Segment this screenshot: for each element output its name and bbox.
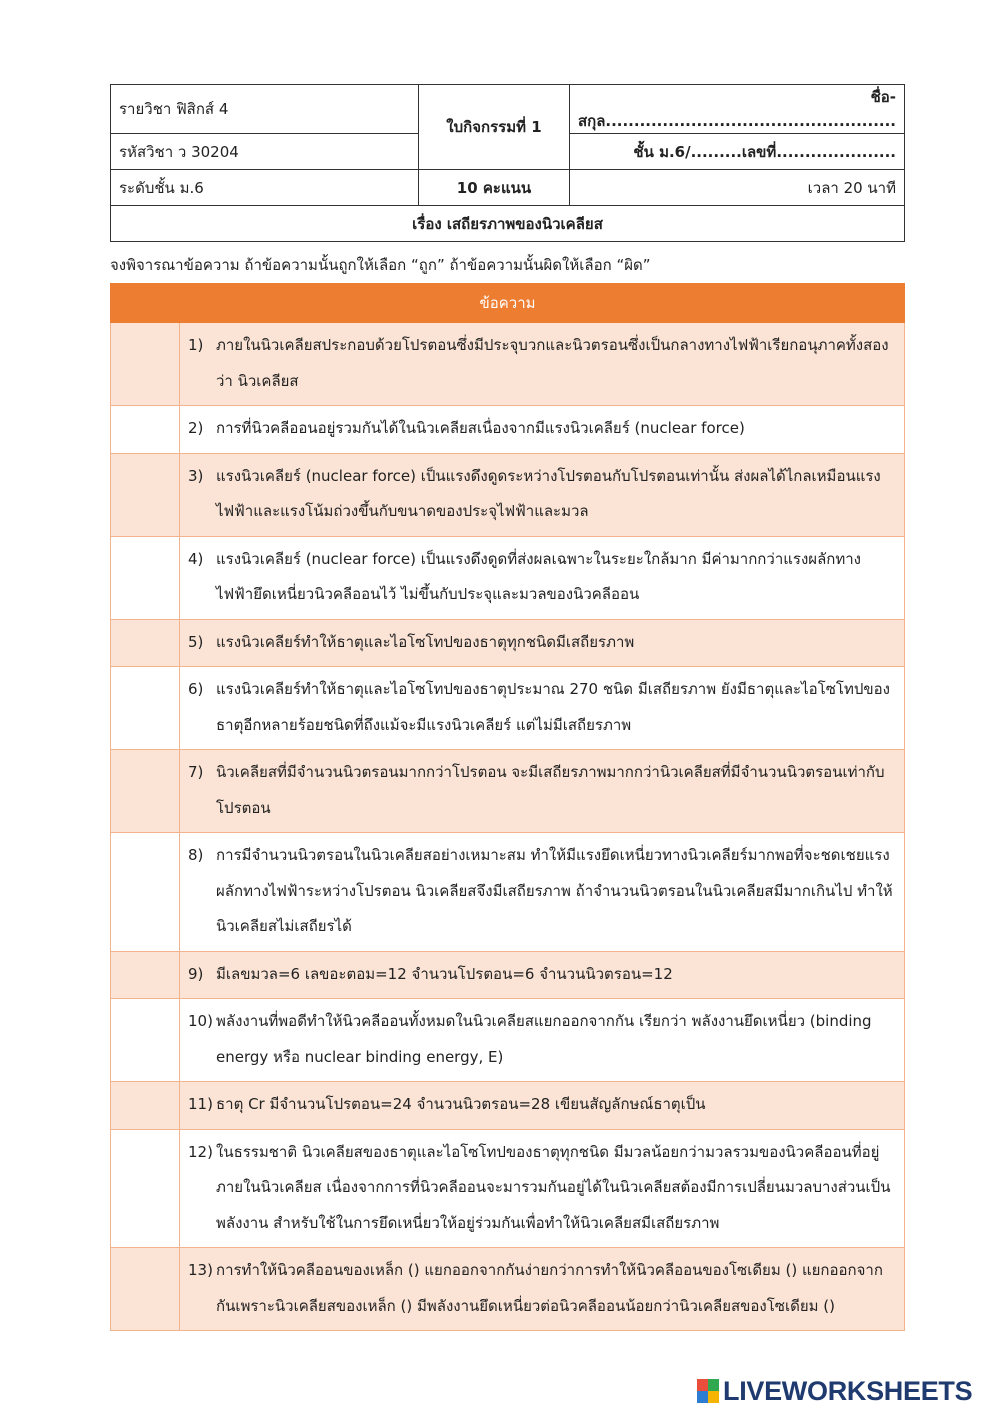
answer-cell[interactable] bbox=[111, 667, 180, 750]
statement-number: 9) bbox=[188, 964, 204, 983]
statement-number: 12) bbox=[188, 1142, 213, 1161]
topic-title: เรื่อง เสถียรภาพของนิวเคลียส bbox=[111, 206, 905, 242]
liveworksheets-icon bbox=[697, 1379, 719, 1403]
answer-cell[interactable] bbox=[111, 999, 180, 1082]
answer-cell[interactable] bbox=[111, 951, 180, 999]
statement-text: การทำให้นิวคลีออนของเหล็ก () แยกออกจากกันง่ายกว่าการทำให้นิวคลีออนของโซเดียม () แยกออกจากกันเพราะนิวเคลียสของเหล็ก () มีพลังงานยึดเหนี่ยวต่อนิวคลีออนน้อยกว่านิวเคลียสของโซเดียม () bbox=[216, 1261, 883, 1315]
statement-text: นิวเคลียสที่มีจำนวนนิวตรอนมากกว่าโปรตอน จะมีเสถียรภาพมากกว่านิวเคลียสที่มีจำนวนนิวตรอนเท่ากับโปรตอน bbox=[216, 763, 885, 817]
statement-row bbox=[111, 1082, 905, 1130]
answer-cell[interactable] bbox=[111, 536, 180, 619]
statement-row bbox=[111, 406, 905, 454]
statement-number: 1) bbox=[188, 336, 204, 354]
statement-row bbox=[111, 1129, 905, 1248]
time-cell: เวลา 20 นาที bbox=[569, 170, 904, 206]
statements-table bbox=[110, 283, 905, 1331]
answer-cell[interactable] bbox=[111, 1082, 180, 1130]
statement-text: การมีจำนวนนิวตรอนในนิวเคลียสอย่างเหมาะสม ทำให้มีแรงยึดเหนี่ยวทางนิวเคลียร์มากพอที่จะชดเชยแรงผลักทางไฟฟ้าระหว่างโปรตอน นิวเคลียสจึงมีเสถียรภาพ ถ้าจำนวนนิวตรอนในนิวเคลียสมีมากเกินไป ทำให้นิวเคลียสไม่เสถียรได้ bbox=[216, 846, 893, 935]
course-code-cell: รหัสวิชา ว 30204 bbox=[111, 134, 419, 170]
statement-text: แรงนิวเคลียร์ทำให้ธาตุและไอโซโทปของธาตุทุกชนิดมีเสถียรภาพ bbox=[216, 632, 635, 651]
header-table bbox=[110, 84, 905, 242]
answer-cell[interactable] bbox=[111, 1129, 180, 1248]
statement-text: ธาตุ Cr มีจำนวนโปรตอน=24 จำนวนนิวตรอน=28 เขียนสัญลักษณ์ธาตุเป็น bbox=[216, 1095, 706, 1113]
statement-text: ในธรรมชาติ นิวเคลียสของธาตุและไอโซโทปของธาตุทุกชนิด มีมวลน้อยกว่ามวลรวมของนิวคลีออนที่อยู่ภายในนิวเคลียส เนื่องจากการที่นิวคลีออนจะมารวมกันอยู่ได้ในนิวเคลียสต้องมีการเปลี่ยนมวลบางส่วนเป็นพลังงาน สำหรับใช้ในการยึดเหนี่ยวให้อยู่ร่วมกันเพื่อทำให้นิวเคลียสมีเสถียรภาพ bbox=[216, 1142, 891, 1232]
statement-number: 2) bbox=[188, 419, 204, 437]
logo-text: LIVEWORKSHEETS bbox=[723, 1375, 973, 1406]
statement-row bbox=[111, 951, 905, 999]
statement-row bbox=[111, 536, 905, 619]
answer-cell[interactable] bbox=[111, 619, 180, 667]
statement-number: 8) bbox=[188, 846, 204, 864]
name-field: ชื่อ-สกุล................................................... bbox=[569, 85, 904, 134]
statements-header: ข้อความ bbox=[111, 284, 905, 323]
answer-cell[interactable] bbox=[111, 833, 180, 952]
statement-number: 10) bbox=[188, 1012, 213, 1030]
activity-cell: ใบกิจกรรมที่ 1 bbox=[419, 85, 570, 170]
answer-cell[interactable] bbox=[111, 453, 180, 536]
subject-cell: รายวิชา ฟิสิกส์ 4 bbox=[111, 85, 419, 134]
answer-cell[interactable] bbox=[111, 323, 180, 406]
answer-cell[interactable] bbox=[111, 750, 180, 833]
statement-row bbox=[111, 1248, 905, 1331]
statement-text: แรงนิวเคลียร์ (nuclear force) เป็นแรงดึงดูดที่ส่งผลเฉพาะในระยะใกล้มาก มีค่ามากกว่าแรงผลักทางไฟฟ้ายึดเหนี่ยวนิวคลีออนไว้ ไม่ขึ้นกับประจุและมวลของนิวคลีออน bbox=[216, 549, 861, 603]
statement-row bbox=[111, 323, 905, 406]
class-number-field: ชั้น ม.6/.........เลขที่..................... bbox=[569, 134, 904, 170]
statement-text: พลังงานที่พอดีทำให้นิวคลีออนทั้งหมดในนิวเคลียสแยกออกจากกัน เรียกว่า พลังงานยึดเหนี่ยว (binding energy หรือ nuclear binding energy, E) bbox=[216, 1012, 872, 1066]
answer-cell[interactable] bbox=[111, 406, 180, 454]
statement-row bbox=[111, 453, 905, 536]
statement-number: 4) bbox=[188, 549, 204, 568]
instruction-text: จงพิจารณาข้อความ ถ้าข้อความนั้นถูกให้เลือก “ถูก” ถ้าข้อความนั้นผิดให้เลือก “ผิด” bbox=[110, 256, 651, 274]
statement-text: แรงนิวเคลียร์ (nuclear force) เป็นแรงดึงดูดระหว่างโปรตอนกับโปรตอนเท่านั้น ส่งผลได้ไกลเหมือนแรงไฟฟ้าและแรงโน้มถ่วงขึ้นกับขนาดของประจุไฟฟ้าและมวล bbox=[216, 466, 881, 520]
statement-number: 11) bbox=[188, 1095, 213, 1113]
liveworksheets-logo bbox=[697, 1375, 972, 1407]
statement-text: การที่นิวคลีออนอยู่รวมกันได้ในนิวเคลียสเนื่องจากมีแรงนิวเคลียร์ (nuclear force) bbox=[216, 419, 745, 437]
answer-cell[interactable] bbox=[111, 1248, 180, 1331]
statement-number: 13) bbox=[188, 1261, 213, 1279]
statement-text: มีเลขมวล=6 เลขอะตอม=12 จำนวนโปรตอน=6 จำนวนนิวตรอน=12 bbox=[216, 964, 673, 983]
statement-row bbox=[111, 833, 905, 952]
statement-number: 5) bbox=[188, 632, 204, 651]
score-cell: 10 คะแนน bbox=[419, 170, 570, 206]
statement-row bbox=[111, 667, 905, 750]
statement-row bbox=[111, 999, 905, 1082]
statement-number: 6) bbox=[188, 680, 204, 698]
statement-row bbox=[111, 619, 905, 667]
statement-number: 3) bbox=[188, 466, 204, 485]
statement-row bbox=[111, 750, 905, 833]
level-cell: ระดับชั้น ม.6 bbox=[111, 170, 419, 206]
statement-text: ภายในนิวเคลียสประกอบด้วยโปรตอนซึ่งมีประจุบวกและนิวตรอนซึ่งเป็นกลางทางไฟฟ้าเรียกอนุภาคทั้งสองว่า นิวเคลียส bbox=[216, 336, 889, 390]
statement-number: 7) bbox=[188, 763, 204, 781]
statement-text: แรงนิวเคลียร์ทำให้ธาตุและไอโซโทปของธาตุประมาณ 270 ชนิด มีเสถียรภาพ ยังมีธาตุและไอโซโทปของธาตุอีกหลายร้อยชนิดที่ถึงแม้จะมีแรงนิวเคลียร์ แต่ไม่มีเสถียรภาพ bbox=[216, 680, 890, 734]
